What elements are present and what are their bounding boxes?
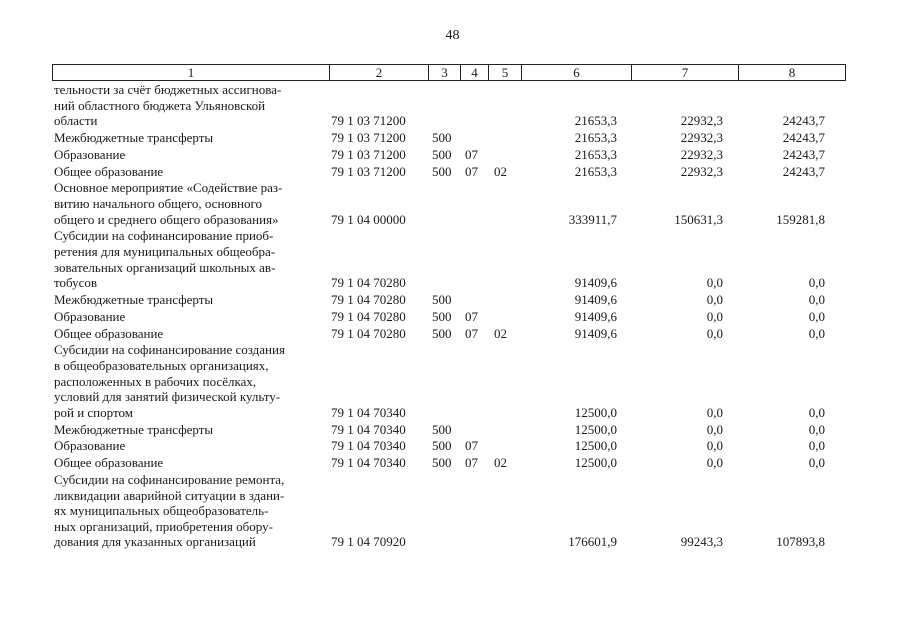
row-description bbox=[54, 309, 326, 325]
description-line: Образование bbox=[54, 146, 126, 162]
description-line: Субсидии на софинансирование приоб- bbox=[54, 228, 274, 244]
target-code: 79 1 04 70280 bbox=[331, 291, 406, 307]
amount-year-1: 91409,6 bbox=[574, 308, 617, 324]
amount-year-3: 24243,7 bbox=[782, 130, 825, 145]
subsection-code: 02 bbox=[494, 455, 507, 471]
target-code: 79 1 03 71200 bbox=[331, 163, 406, 179]
header-col-8: 8 bbox=[788, 65, 796, 80]
table-row bbox=[0, 455, 905, 472]
row-description bbox=[54, 438, 326, 454]
amount-year-3: 0,0 bbox=[808, 438, 825, 454]
amount-year-1: 21653,3 bbox=[574, 163, 617, 179]
header-col-5: 5 bbox=[489, 65, 522, 80]
description-line: ретения для муниципальных общеобра- bbox=[54, 243, 276, 259]
table-row bbox=[0, 309, 905, 326]
table-row bbox=[0, 292, 905, 309]
amount-year-1: 12500,0 bbox=[574, 421, 617, 437]
section-code: 07 bbox=[465, 308, 478, 324]
expense-type: 500 bbox=[432, 291, 452, 307]
header-col-7: 7 bbox=[632, 65, 739, 80]
target-code: 79 1 04 70340 bbox=[331, 455, 406, 471]
amount-year-3: 24243,7 bbox=[782, 163, 825, 179]
target-code: 79 1 04 00000 bbox=[331, 211, 406, 227]
table-header bbox=[52, 64, 846, 81]
page-number: 48 bbox=[445, 28, 460, 43]
description-line: ний областного бюджета Ульяновской bbox=[54, 97, 266, 113]
header-col-2: 2 bbox=[330, 65, 429, 80]
amount-year-3: 0,0 bbox=[808, 308, 825, 324]
target-code: 79 1 04 70340 bbox=[331, 438, 406, 454]
header-col-4: 4 bbox=[461, 65, 489, 80]
amount-year-3: 159281,8 bbox=[776, 211, 825, 227]
row-description bbox=[54, 147, 326, 163]
amount-year-2: 150631,3 bbox=[674, 211, 723, 227]
subsection-code: 02 bbox=[494, 163, 507, 179]
row-description bbox=[54, 130, 326, 146]
expense-type: 500 bbox=[432, 146, 452, 162]
header-col-1: 1 bbox=[53, 65, 330, 80]
amount-year-2: 0,0 bbox=[706, 421, 723, 437]
row-description bbox=[54, 164, 326, 180]
description-line: зовательных организаций школьных ав- bbox=[54, 259, 276, 275]
description-line: ных организаций, приобретения обору- bbox=[54, 518, 273, 534]
amount-year-1: 12500,0 bbox=[574, 438, 617, 454]
amount-year-2: 0,0 bbox=[706, 308, 723, 324]
amount-year-3: 0,0 bbox=[808, 291, 825, 307]
table-row bbox=[0, 164, 905, 181]
expense-type: 500 bbox=[432, 438, 452, 454]
description-line: ликвидации аварийной ситуации в здани- bbox=[54, 487, 285, 503]
row-description bbox=[54, 292, 326, 308]
amount-year-3: 107893,8 bbox=[776, 534, 825, 550]
target-code: 79 1 04 70340 bbox=[331, 404, 406, 420]
description-line: Образование bbox=[54, 308, 126, 324]
amount-year-2: 22932,3 bbox=[680, 113, 723, 129]
table-body bbox=[0, 82, 905, 551]
description-line: Межбюджетные трансферты bbox=[54, 130, 214, 145]
description-line: Межбюджетные трансферты bbox=[54, 421, 214, 437]
target-code: 79 1 03 71200 bbox=[331, 113, 406, 129]
amount-year-1: 91409,6 bbox=[574, 275, 617, 291]
expense-type: 500 bbox=[432, 325, 452, 341]
description-line: условий для занятий физической культу- bbox=[54, 389, 281, 405]
table-row bbox=[0, 147, 905, 164]
amount-year-2: 22932,3 bbox=[680, 163, 723, 179]
amount-year-1: 91409,6 bbox=[574, 325, 617, 341]
amount-year-2: 22932,3 bbox=[680, 130, 723, 145]
amount-year-1: 333911,7 bbox=[568, 211, 617, 227]
row-description bbox=[54, 342, 326, 420]
description-line: Общее образование bbox=[54, 455, 164, 471]
description-line: тобусов bbox=[54, 275, 98, 291]
amount-year-1: 12500,0 bbox=[574, 404, 617, 420]
section-code: 07 bbox=[465, 163, 478, 179]
description-line: области bbox=[54, 113, 98, 129]
description-line: Субсидии на софинансирование ремонта, bbox=[54, 471, 285, 487]
description-line: Межбюджетные трансферты bbox=[54, 291, 214, 307]
amount-year-3: 24243,7 bbox=[782, 146, 825, 162]
amount-year-2: 0,0 bbox=[706, 275, 723, 291]
target-code: 79 1 04 70280 bbox=[331, 325, 406, 341]
expense-type: 500 bbox=[432, 455, 452, 471]
target-code: 79 1 03 71200 bbox=[331, 146, 406, 162]
table-row bbox=[0, 326, 905, 343]
target-code: 79 1 04 70340 bbox=[331, 421, 406, 437]
table-row bbox=[0, 82, 905, 130]
row-description bbox=[54, 228, 326, 290]
table-row bbox=[0, 180, 905, 228]
expense-type: 500 bbox=[432, 163, 452, 179]
table-row bbox=[0, 472, 905, 551]
description-line: Общее образование bbox=[54, 325, 164, 341]
description-line: расположенных в рабочих посёлках, bbox=[54, 373, 257, 389]
amount-year-3: 24243,7 bbox=[782, 113, 825, 129]
subsection-code: 02 bbox=[494, 325, 507, 341]
expense-type: 500 bbox=[432, 421, 452, 437]
section-code: 07 bbox=[465, 455, 478, 471]
description-line: витию начального общего, основного bbox=[54, 195, 263, 211]
table-row bbox=[0, 422, 905, 439]
description-line: тельности за счёт бюджетных ассигнова- bbox=[54, 82, 282, 97]
row-description bbox=[54, 455, 326, 471]
description-line: в общеобразовательных организациях, bbox=[54, 357, 269, 373]
amount-year-2: 0,0 bbox=[706, 291, 723, 307]
description-line: общего и среднего общего образования» bbox=[54, 211, 279, 227]
amount-year-1: 176601,9 bbox=[568, 534, 617, 550]
target-code: 79 1 04 70280 bbox=[331, 308, 406, 324]
amount-year-2: 0,0 bbox=[706, 455, 723, 471]
table-row bbox=[0, 228, 905, 292]
description-line: рой и спортом bbox=[54, 404, 133, 420]
row-description bbox=[54, 472, 326, 550]
description-line: Основное мероприятие «Содействие раз- bbox=[54, 180, 283, 196]
amount-year-1: 21653,3 bbox=[574, 130, 617, 145]
description-line: Общее образование bbox=[54, 163, 164, 179]
description-line: ях муниципальных общеобразователь- bbox=[54, 503, 269, 519]
table-row bbox=[0, 438, 905, 455]
amount-year-3: 0,0 bbox=[808, 455, 825, 471]
header-col-6: 6 bbox=[522, 65, 632, 80]
header-col-3: 3 bbox=[429, 65, 461, 80]
target-code: 79 1 04 70280 bbox=[331, 275, 406, 291]
row-description bbox=[54, 422, 326, 438]
amount-year-1: 21653,3 bbox=[574, 146, 617, 162]
amount-year-3: 0,0 bbox=[808, 421, 825, 437]
section-code: 07 bbox=[465, 438, 478, 454]
amount-year-3: 0,0 bbox=[808, 404, 825, 420]
amount-year-3: 0,0 bbox=[808, 275, 825, 291]
amount-year-2: 0,0 bbox=[706, 325, 723, 341]
table-row bbox=[0, 342, 905, 421]
row-description bbox=[54, 82, 326, 129]
amount-year-2: 0,0 bbox=[706, 404, 723, 420]
section-code: 07 bbox=[465, 325, 478, 341]
amount-year-1: 91409,6 bbox=[574, 291, 617, 307]
description-line: Субсидии на софинансирование создания bbox=[54, 342, 285, 358]
section-code: 07 bbox=[465, 146, 478, 162]
description-line: дования для указанных организаций bbox=[54, 534, 256, 550]
amount-year-3: 0,0 bbox=[808, 325, 825, 341]
amount-year-1: 12500,0 bbox=[574, 455, 617, 471]
expense-type: 500 bbox=[432, 308, 452, 324]
description-line: Образование bbox=[54, 438, 126, 454]
row-description bbox=[54, 326, 326, 342]
row-description bbox=[54, 180, 326, 227]
expense-type: 500 bbox=[432, 130, 452, 145]
target-code: 79 1 04 70920 bbox=[331, 534, 406, 550]
amount-year-1: 21653,3 bbox=[574, 113, 617, 129]
amount-year-2: 99243,3 bbox=[680, 534, 723, 550]
table-row bbox=[0, 130, 905, 147]
amount-year-2: 0,0 bbox=[706, 438, 723, 454]
amount-year-2: 22932,3 bbox=[680, 146, 723, 162]
target-code: 79 1 03 71200 bbox=[331, 130, 406, 145]
